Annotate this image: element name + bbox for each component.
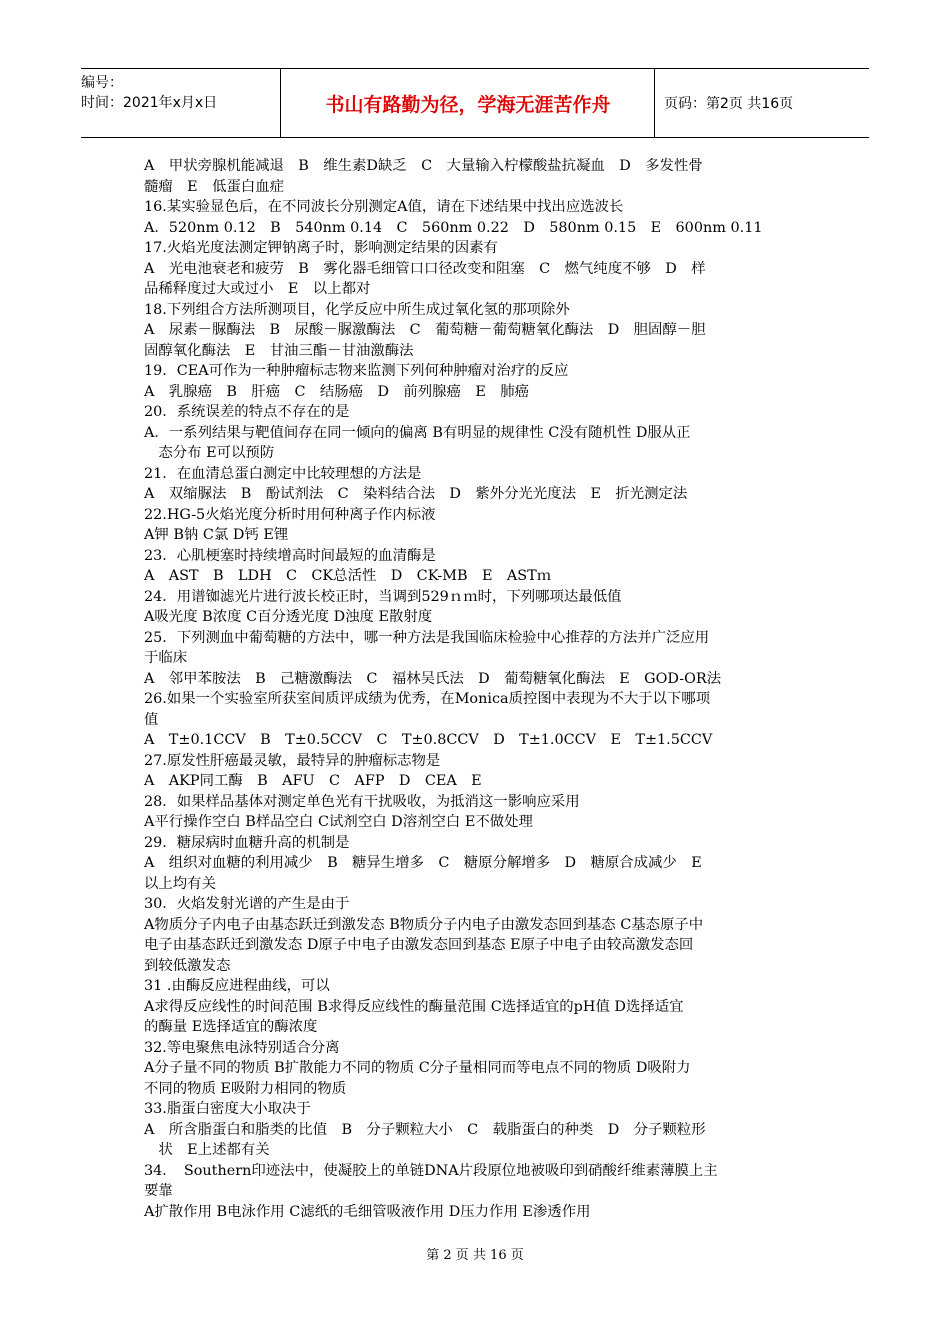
- text-line: 的酶量 E选择适宜的酶浓度: [144, 1019, 318, 1035]
- header-table: [81, 68, 869, 138]
- text-line: 固醇氧化酶法 E 甘油三酯－甘油激酶法: [144, 342, 414, 359]
- text-line: 30．火焰发射光谱的产生是由于: [144, 896, 350, 912]
- text-line: A 所含脂蛋白和脂类的比值 B 分子颗粒大小 C 载脂蛋白的种类 D 分子颗粒形: [144, 1121, 706, 1138]
- text-line: A AST B LDH C CK总活性 D CK-MB E ASTｍ: [144, 568, 552, 584]
- text-line: 到较低激发态: [144, 957, 231, 974]
- text-line: 21．在血清总蛋白测定中比较理想的方法是: [144, 465, 422, 482]
- text-line: A扩散作用 B电泳作用 C滤纸的毛细管吸液作用 D压力作用 E渗透作用: [144, 1203, 591, 1220]
- text-line: 19．CEA可作为一种肿瘤标志物来监测下列何种肿瘤对治疗的反应: [144, 363, 569, 379]
- text-line: 32.等电聚焦电泳特别适合分离: [144, 1039, 340, 1056]
- text-line: A分子量不同的物质 B扩散能力不同的物质 C分子量相同而等电点不同的物质 D吸附力: [144, 1060, 691, 1076]
- text-line: A 乳腺癌 B 肝癌 C 结肠癌 D 前列腺癌 E 肺癌: [144, 383, 530, 400]
- text-line: 22.HG-5火焰光度分析时用何种离子作内标液: [144, 506, 436, 523]
- text-line: A 甲状旁腺机能减退 B 维生素D缺乏 C 大量输入柠檬酸盐抗凝血 D 多发性骨: [144, 158, 703, 174]
- text-line: A平行操作空白 B样品空白 C试剂空白 D溶剂空白 E不做处理: [144, 814, 533, 830]
- text-line: A 光电池衰老和疲劳 B 雾化器毛细管口口径改变和阻塞 C 燃气纯度不够 D 样: [144, 260, 706, 277]
- text-line: 以上均有关: [144, 875, 216, 892]
- header-left-cell: [81, 69, 281, 137]
- text-line: A 组织对血糖的利用减少 B 糖异生增多 C 糖原分解增多 D 糖原合成减少 E: [144, 855, 702, 871]
- text-line: 于临床: [144, 650, 188, 666]
- text-line: A吸光度 B浓度 C百分透光度 D浊度 E散射度: [144, 609, 433, 625]
- text-line: A T±0.1CCV B T±0.5CCV C T±0.8CCV D T±1.0CCV E T±1.5CCV: [144, 732, 713, 748]
- text-line: A求得反应线性的时间范围 B求得反应线性的酶量范围 C选择适宜的pH值 D选择适宜: [144, 998, 684, 1015]
- text-line: A 尿素－脲酶法 B 尿酸－脲激酶法 C 葡萄糖－葡萄糖氧化酶法 D 胆固醇－胆: [144, 322, 706, 338]
- text-line: 状 E上述都有关: [144, 1142, 270, 1158]
- header-page-info: 页码：第2页 共16页: [664, 96, 794, 112]
- text-line: A钾 B钠 C氯 D钙 E锂: [144, 527, 289, 543]
- text-line: 34． Southern印迹法中，使凝胶上的单链DNA片段原位地被吸印到硝酸纤维素薄膜上主: [144, 1162, 718, 1179]
- text-line: A AKP同工酶 B AFU C AFP D CEA E: [144, 773, 482, 789]
- text-line: 25．下列测血中葡萄糖的方法中，哪一种方法是我国临床检验中心推荐的方法并广泛应用: [144, 629, 710, 646]
- text-line: A物质分子内电子由基态跃迁到激发态 B物质分子内电子由激发态回到基态 C基态原子中: [144, 916, 704, 933]
- header-motto: 书山有路勤为径，学海无涯苦作舟: [282, 69, 655, 137]
- text-line: 28．如果样品基体对测定单色光有干扰吸收，为抵消这一影响应采用: [144, 793, 580, 810]
- code-label: 编号：: [81, 75, 123, 91]
- text-line: 髓瘤 E 低蛋白血症: [144, 178, 285, 195]
- text-line: 要靠: [144, 1183, 173, 1199]
- text-line: A 双缩脲法 B 酚试剂法 C 染料结合法 D 紫外分光光度法 E 折光测定法: [144, 486, 688, 502]
- date-label: 时间：2021年x月x日: [81, 95, 218, 111]
- text-line: 品稀释度过大或过小 E 以上都对: [144, 281, 371, 297]
- text-line: 33.脂蛋白密度大小取决于: [144, 1101, 311, 1117]
- text-line: 值: [144, 711, 159, 728]
- text-line: A．520nm 0.12 B 540nm 0.14 C 560nm 0.22 D 580nm 0.15 E 600nm 0.11: [144, 219, 763, 236]
- text-line: 29．糖尿病时血糖升高的机制是: [144, 834, 350, 851]
- text-line: 16.某实验显色后，在不同波长分别测定A值，请在下述结果中找出应选波长: [144, 199, 624, 215]
- text-line: A 邻甲苯胺法 B 己糖激酶法 C 福林吴氏法 D 葡萄糖氧化酶法 E GOD-OR法: [144, 670, 722, 687]
- text-line: 31 .由酶反应进程曲线，可以: [144, 978, 330, 994]
- text-line: 27.原发性肝癌最灵敏，最特异的肿瘤标志物是: [144, 752, 441, 769]
- text-line: 电子由基态跃迁到激发态 D原子中电子由激发态回到基态 E原子中电子由较高激发态回: [144, 937, 694, 953]
- text-line: 18.下列组合方法所测项目，化学反应中所生成过氧化氢的那项除外: [144, 301, 570, 318]
- text-line: 26.如果一个实验室所获室间质评成绩为优秀，在Monica质控图中表现为不大于以下哪项: [144, 691, 711, 707]
- text-line: 23．心肌梗塞时持续增高时间最短的血清酶是: [144, 547, 436, 564]
- text-line: A．一系列结果与靶值间存在同一倾向的偏离 B有明显的规律性 C没有随机性 D服从正: [144, 424, 691, 441]
- text-line: 态分布 E可以预防: [144, 445, 275, 461]
- text-line: 不同的物质 E吸附力相同的物质: [144, 1080, 347, 1097]
- document-body: [144, 156, 808, 1222]
- text-line: 24．用谱铷滤光片进行波长校正时，当调到529ｎｍ时，下列哪项达最低值: [144, 588, 622, 605]
- text-line: 17.火焰光度法测定钾钠离子时，影响测定结果的因素有: [144, 240, 498, 256]
- page-footer: 第 2 页 共 16 页: [426, 1248, 524, 1263]
- text-line: 20．系统误差的特点不存在的是: [144, 404, 350, 420]
